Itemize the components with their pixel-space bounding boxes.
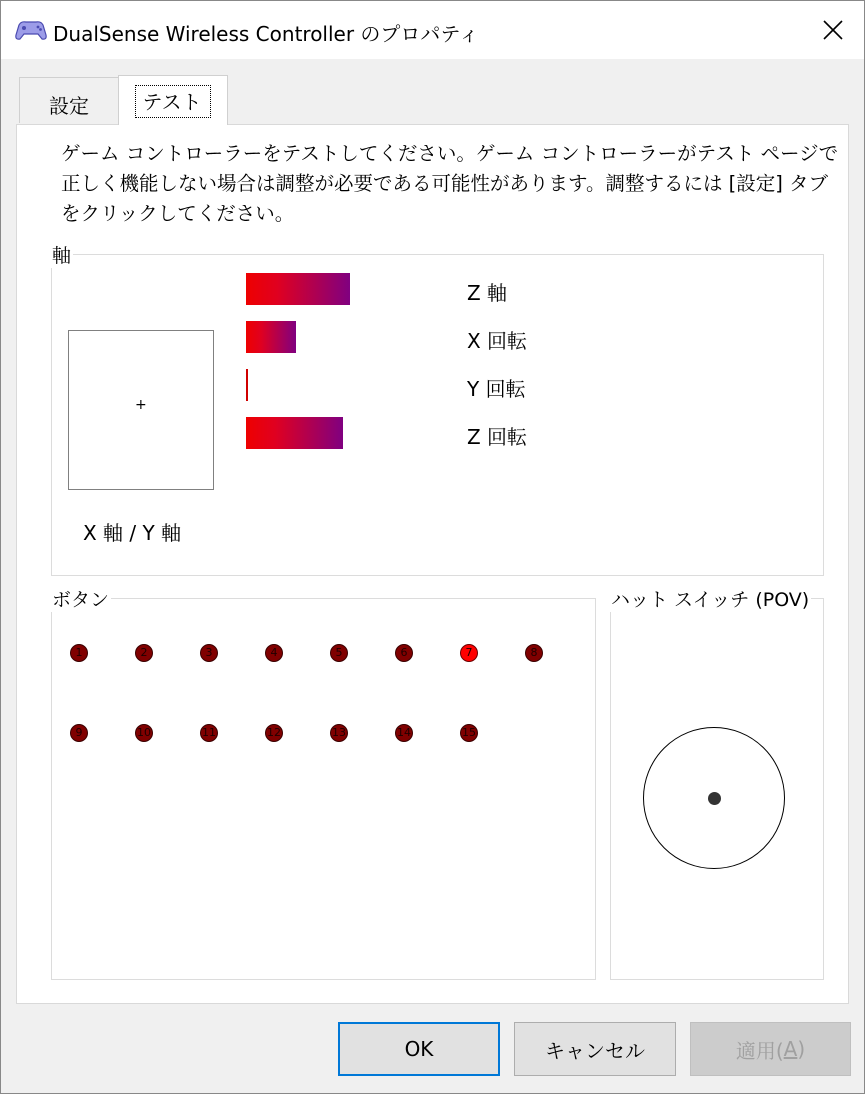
cancel-button-label: キャンセル: [545, 1038, 645, 1063]
tab-settings-label: 設定: [49, 94, 89, 118]
button-indicator-7: 7: [460, 644, 478, 662]
tab-test-label: テスト: [135, 85, 210, 118]
button-indicator-9: 9: [70, 724, 88, 742]
tab-settings[interactable]: [19, 77, 119, 123]
button-indicator-6: 6: [395, 644, 413, 662]
button-indicator-10: 10: [135, 724, 153, 742]
gamepad-icon: [15, 17, 47, 43]
z-rotation-label: Z 回転: [467, 425, 528, 449]
axes-group: [51, 245, 824, 576]
button-indicator-8: 8: [525, 644, 543, 662]
z-axis-bar: [246, 273, 350, 305]
z-axis-label: Z 軸: [467, 281, 508, 305]
close-icon: [823, 20, 843, 40]
instruction-text: ゲーム コントローラーをテストしてください。ゲーム コントローラーがテスト ページで正しく機能しない場合は調整が必要である可能性があります。調整するには [設定] タブをクリックしてください。: [61, 142, 839, 225]
pov-group-label: ハット スイッチ (POV): [609, 585, 811, 612]
buttons-group-label: ボタン: [50, 585, 111, 612]
xy-crosshair: +: [135, 397, 147, 413]
button-indicator-13: 13: [330, 724, 348, 742]
ok-button[interactable]: [338, 1022, 500, 1076]
button-indicator-3: 3: [200, 644, 218, 662]
cancel-button[interactable]: [514, 1022, 676, 1076]
apply-accelerator: A: [783, 1037, 798, 1061]
button-indicator-5: 5: [330, 644, 348, 662]
xy-axis-box: [68, 330, 214, 490]
tab-test[interactable]: [118, 75, 228, 125]
y-rotation-bar: [246, 369, 248, 401]
z-rotation-bar: [246, 417, 343, 449]
window-title: DualSense Wireless Controller のプロパティ: [53, 22, 479, 46]
button-indicator-11: 11: [200, 724, 218, 742]
apply-button[interactable]: [690, 1022, 851, 1076]
apply-button-label: 適用(: [735, 1038, 784, 1063]
buttons-group: [51, 589, 596, 980]
close-button[interactable]: [802, 1, 864, 59]
pov-group: [610, 589, 824, 980]
axes-group-label: 軸: [50, 241, 73, 268]
title-bar[interactable]: [1, 1, 864, 59]
button-indicator-1: 1: [70, 644, 88, 662]
y-rotation-label: Y 回転: [467, 377, 526, 401]
x-rotation-bar: [246, 321, 296, 353]
test-tab-panel: [16, 124, 849, 1004]
button-indicator-15: 15: [460, 724, 478, 742]
ok-button-label: OK: [404, 1037, 434, 1061]
button-indicator-14: 14: [395, 724, 413, 742]
apply-button-close: ): [797, 1037, 806, 1061]
button-indicator-12: 12: [265, 724, 283, 742]
button-indicator-4: 4: [265, 644, 283, 662]
pov-center-dot: [708, 792, 721, 805]
xy-axis-label: X 軸 / Y 軸: [83, 521, 182, 545]
x-rotation-label: X 回転: [467, 329, 528, 353]
button-indicator-2: 2: [135, 644, 153, 662]
